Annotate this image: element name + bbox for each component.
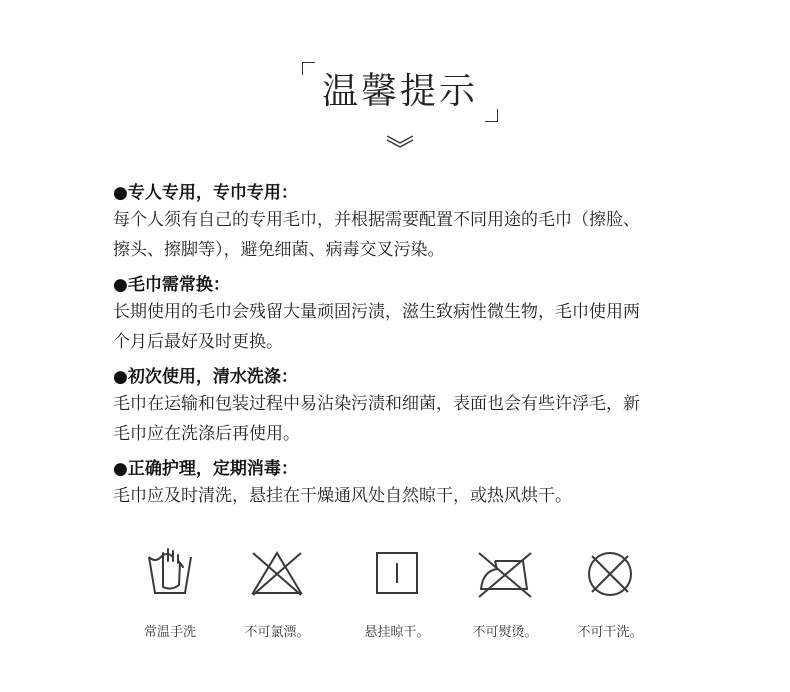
no-bleach-icon [247,545,307,599]
care-label: 不可熨烫。 [472,625,538,640]
tip-body-line: 毛巾在运输和包装过程中易沾染污渍和细菌，表面也会有些许浮毛，新 [113,394,640,414]
care-label: 悬挂晾干。 [364,625,430,640]
care-item-no-dry-clean [555,545,665,640]
care-label: 不可氯漂。 [244,625,310,640]
care-item-no-iron [450,545,560,640]
tip-body-line: 擦头、擦脚等），避免细菌、病毒交叉污染。 [113,240,445,260]
care-item-hand-wash [115,545,225,640]
tips-content [113,181,713,519]
tip-section [113,365,713,449]
line-dry-icon [372,545,422,599]
tip-heading: ●毛巾需常换： [113,275,230,295]
tip-heading: ●正确护理，定期消毒： [113,459,298,479]
tip-body-line: 毛巾应在洗涤后再使用。 [113,424,300,444]
no-iron-icon [475,545,535,599]
tip-section [113,273,713,357]
tip-body-line: 毛巾应及时清洗，悬挂在干燥通风处自然晾干，或热风烘干。 [113,486,572,506]
care-label: 不可干洗。 [577,625,643,640]
title-frame [302,62,498,122]
hand-wash-icon [145,545,195,599]
tip-section [113,181,713,265]
care-label: 常温手洗 [143,625,196,640]
tip-body-line: 长期使用的毛巾会残留大量顽固污渍，滋生致病性微生物，毛巾使用两 [113,302,640,322]
tip-body-line: 个月后最好及时更换。 [113,332,283,352]
tip-heading: ●初次使用，清水洗涤： [113,367,298,387]
tip-body-line: 每个人须有自己的专用毛巾，并根据需要配置不同用途的毛巾（擦脸、 [113,210,640,230]
care-item-line-dry [342,545,452,640]
care-icons-row [0,545,790,655]
page-title: 温馨提示 [321,71,478,112]
chevron-down-icon [385,134,415,148]
tip-section [113,457,713,511]
tip-heading: ●专人专用，专巾专用： [113,183,298,203]
no-dry-clean-icon [582,545,638,599]
care-item-no-bleach [222,545,332,640]
